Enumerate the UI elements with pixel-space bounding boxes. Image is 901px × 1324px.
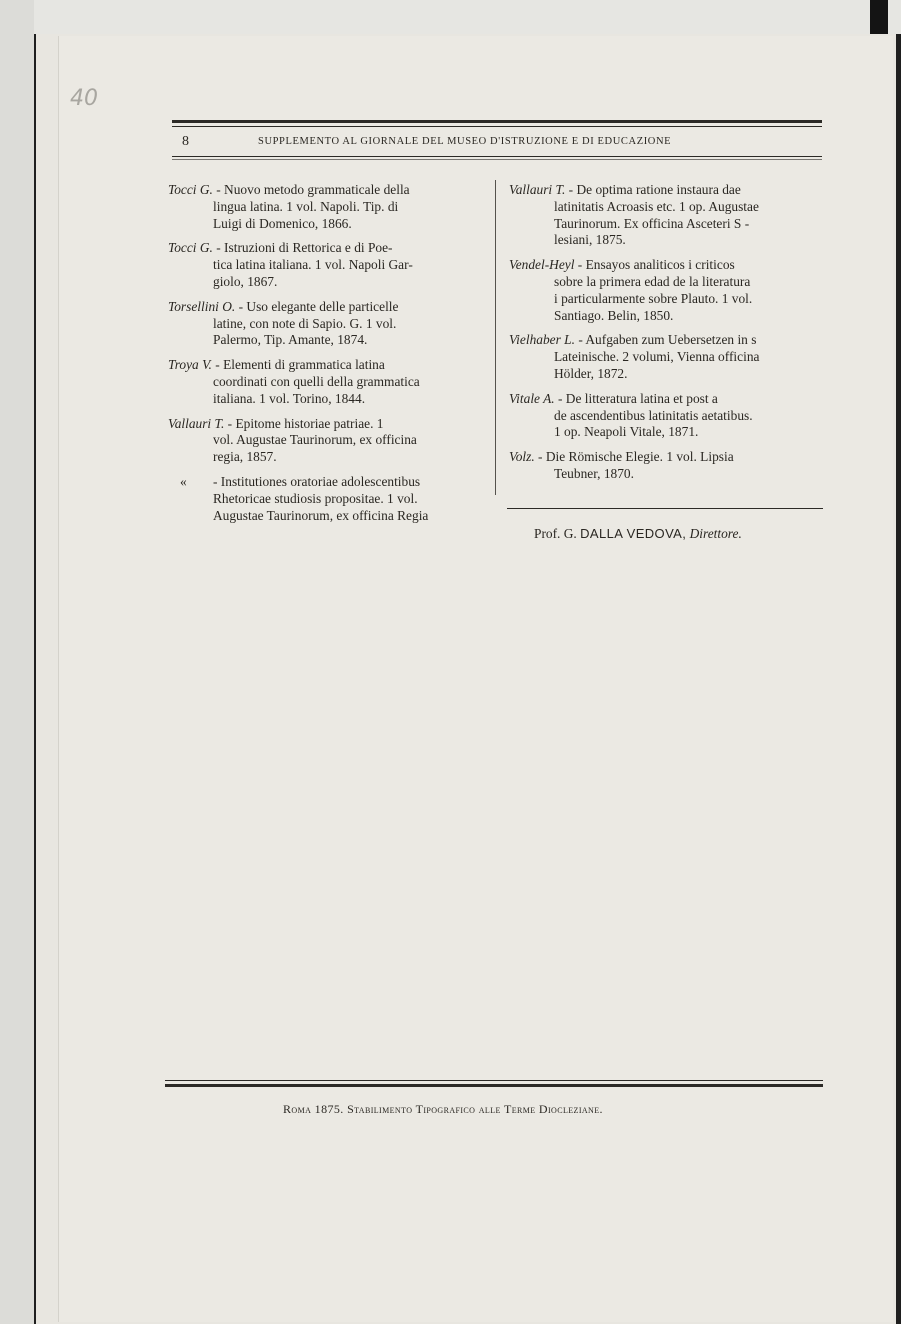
entry-text-line: italiana. 1 vol. Torino, 1844. bbox=[213, 390, 366, 406]
entry-author: Vallauri T. bbox=[509, 182, 566, 197]
imprint-footer: Roma 1875. Stabilimento Tipografico alle Terme Diocleziane. bbox=[283, 1102, 603, 1116]
entry-text-line: - Uso elegante delle particelle bbox=[238, 298, 399, 314]
bibliography-entry bbox=[509, 182, 823, 249]
entry-text-line: - Die Römische Elegie. 1 vol. Lipsia bbox=[538, 449, 734, 465]
entry-author: Vallauri T. bbox=[168, 415, 225, 431]
entry-author: Volz. bbox=[509, 449, 535, 465]
entry-text-line: Hölder, 1872. bbox=[554, 365, 628, 381]
right-column bbox=[509, 182, 823, 491]
entry-text-line: tica latina italiana. 1 vol. Napoli Gar- bbox=[213, 257, 413, 273]
entry-text-line: Luigi di Domenico, 1866. bbox=[213, 215, 352, 231]
entry-text-line: lingua latina. 1 vol. Napoli. Tip. di bbox=[213, 198, 399, 214]
bibliography-entry bbox=[509, 449, 823, 483]
entry-author: Troya V. bbox=[168, 357, 212, 373]
header-rule-thin bbox=[172, 126, 822, 127]
signature-rule bbox=[507, 508, 823, 509]
entry-text-line: - Epitome historiae patriae. 1 bbox=[227, 415, 384, 431]
entry-author: Vendel-Heyl bbox=[509, 257, 575, 273]
entry-text-line: Santiago. Belin, 1850. bbox=[554, 307, 674, 323]
entry-text-line: Rhetoricae studiosis propositae. 1 vol. bbox=[213, 490, 418, 506]
entry-text-line: - Elementi di grammatica latina bbox=[215, 357, 385, 373]
entry-text-line: coordinati con quelli della grammatica bbox=[213, 373, 420, 389]
entry-author: Tocci G. bbox=[168, 240, 213, 256]
bleed-through-text bbox=[560, 570, 820, 1090]
entry-text-line: latinitatis Acroasis etc. 1 op. Augustae bbox=[554, 198, 759, 214]
entry-text-line: Lateinische. 2 volumi, Vienna officina bbox=[554, 349, 760, 365]
entry-text-line: Teubner, 1870. bbox=[554, 465, 634, 481]
entry-text-line: de ascendentibus latinitatis aetatibus. bbox=[554, 407, 753, 423]
ditto-mark: « bbox=[180, 473, 187, 489]
signature-prefix: Prof. G. bbox=[534, 526, 577, 541]
footer-rule-thick bbox=[165, 1084, 823, 1087]
signature-name: DALLA VEDOVA, bbox=[580, 526, 687, 541]
entry-text-line: 1 op. Neapoli Vitale, 1871. bbox=[554, 424, 699, 440]
entry-author: Vitale A. bbox=[509, 390, 555, 406]
entry-text-line: Taurinorum. Ex officina Asceteri S - bbox=[554, 215, 750, 231]
bibliography-entry bbox=[509, 257, 823, 324]
entry-text-line: - De litteratura latina et post a bbox=[557, 390, 718, 406]
header-rule-thick bbox=[172, 120, 822, 123]
entry-text-line: - De optima ratione instaura dae bbox=[568, 182, 741, 197]
scan-border-left bbox=[0, 0, 34, 1324]
footer-rule-thin bbox=[165, 1080, 823, 1081]
entry-text-line: sobre la primera edad de la literatura bbox=[554, 273, 751, 289]
scan-border-top bbox=[0, 0, 901, 34]
header-rule-bottom-2 bbox=[172, 159, 822, 160]
header-rule-bottom bbox=[172, 156, 822, 157]
entry-text-line: i particularmente sobre Plauto. 1 vol. bbox=[554, 290, 753, 306]
entry-text-line: vol. Augustae Taurinorum, ex officina bbox=[213, 432, 417, 448]
entry-text-line: Palermo, Tip. Amante, 1874. bbox=[213, 332, 368, 348]
entry-text-line: Augustae Taurinorum, ex officina Regia bbox=[213, 507, 429, 523]
signature-line bbox=[534, 526, 742, 542]
column-divider bbox=[495, 180, 496, 495]
bibliography-entry bbox=[168, 182, 482, 232]
running-header: SUPPLEMENTO AL GIORNALE DEL MUSEO D'ISTRUZIONE E DI EDUCAZIONE bbox=[258, 136, 672, 147]
entry-author: Tocci G. bbox=[168, 182, 213, 197]
entry-text-line: - Istruzioni di Rettorica e di Poe- bbox=[216, 240, 393, 256]
bibliography-entry bbox=[168, 240, 482, 290]
page-number: 8 bbox=[182, 134, 189, 149]
bibliography-entry bbox=[509, 332, 823, 382]
entry-text-line: - Ensayos analiticos i criticos bbox=[577, 257, 735, 273]
entry-text-line: - Aufgaben zum Uebersetzen in s bbox=[578, 332, 757, 348]
handwritten-page-note: 40 bbox=[70, 86, 98, 111]
entry-author: Torsellini O. bbox=[168, 298, 236, 314]
signature-role: Direttore. bbox=[689, 526, 742, 541]
entry-author: Vielhaber L. bbox=[509, 332, 575, 348]
bibliography-entry bbox=[168, 357, 482, 407]
entry-text-line: - Nuovo metodo grammaticale della bbox=[216, 182, 410, 197]
bibliography-entry bbox=[168, 474, 482, 524]
bibliography-entry bbox=[509, 391, 823, 441]
entry-text-line: regia, 1857. bbox=[213, 449, 277, 465]
entry-text-line: - Institutiones oratoriae adolescentibus bbox=[213, 473, 421, 489]
bibliography-entry bbox=[168, 299, 482, 349]
left-column bbox=[168, 182, 482, 532]
entry-text-line: latine, con note di Sapio. G. 1 vol. bbox=[213, 315, 397, 331]
entry-text-line: lesiani, 1875. bbox=[554, 232, 626, 248]
entry-text-line: giolo, 1867. bbox=[213, 273, 278, 289]
bibliography-entry bbox=[168, 416, 482, 466]
scan-corner-mark bbox=[870, 0, 888, 34]
